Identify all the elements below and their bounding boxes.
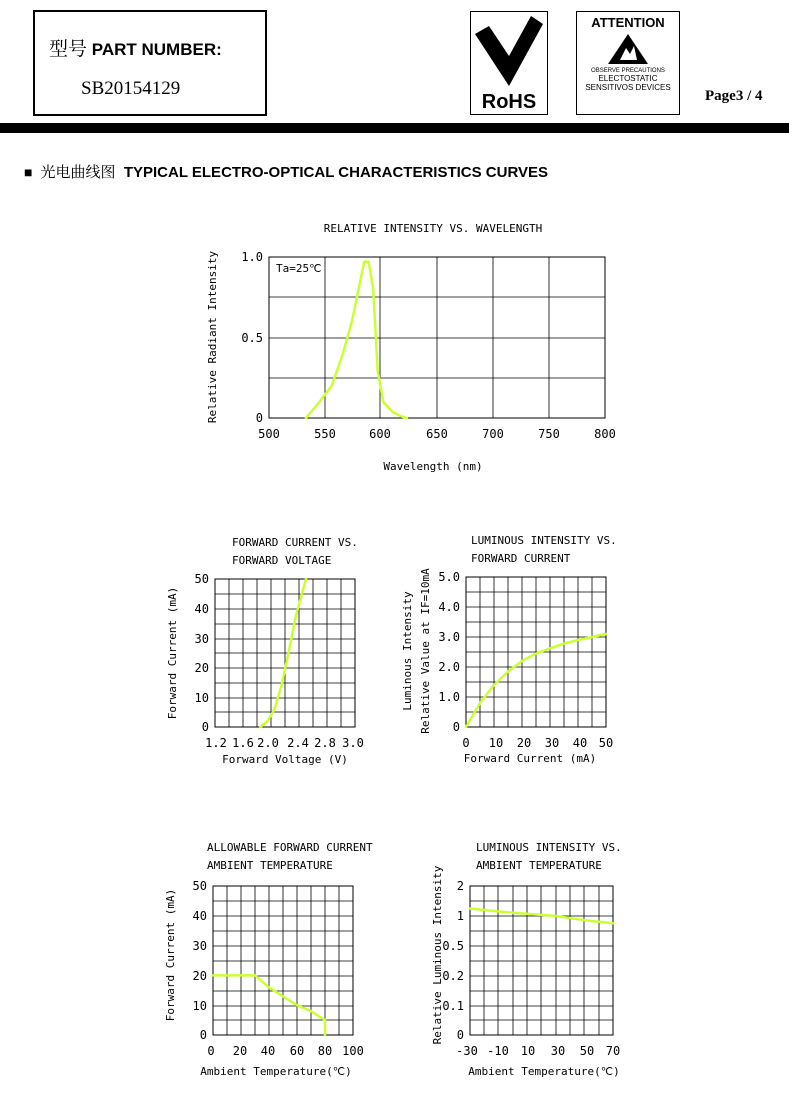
chart-1-annotation: Ta=25℃: [276, 262, 322, 275]
chart-2-x-tick: 2.4: [287, 736, 309, 750]
chart-1-y-label: Relative Radiant Intensity: [206, 250, 219, 424]
part-label-en: PART NUMBER:: [91, 40, 222, 59]
chart-3-x-tick: 10: [488, 736, 504, 750]
chart-3-y-tick: 0: [452, 720, 460, 734]
chart-5-title: AMBIENT TEMPERATURE: [476, 859, 602, 872]
chart-1-x-tick: 500: [258, 427, 280, 441]
chart-3-title: FORWARD CURRENT: [471, 552, 571, 565]
chart-3-y-tick: 1.0: [438, 690, 460, 704]
chart-4-title: ALLOWABLE FORWARD CURRENT: [207, 841, 373, 854]
chart-5-y-tick: 0.1: [442, 999, 464, 1013]
chart-1-x-tick: 650: [426, 427, 448, 441]
chart-2-title: FORWARD VOLTAGE: [232, 554, 332, 567]
page-number: Page3 / 4: [705, 88, 763, 104]
chart-1-x-tick: 600: [369, 427, 391, 441]
chart-3-title: LUMINOUS INTENSITY VS.: [471, 534, 617, 547]
chart-3-x-tick: 20: [516, 736, 532, 750]
chart-3-y-tick: 2.0: [438, 660, 460, 674]
chart-3-y-label: Relative Value at IF=10mA: [419, 568, 432, 734]
chart-2-y-tick: 0: [201, 720, 209, 734]
chart-5-x-label: Ambient Temperature(℃): [468, 1065, 620, 1078]
chart-4-y-tick: 0: [199, 1028, 207, 1042]
chart-2-x-tick: 2.0: [257, 736, 279, 750]
chart-4-y-tick: 20: [192, 969, 207, 983]
chart-4-x-label: Ambient Temperature(℃): [200, 1065, 352, 1078]
chart-1-x-tick: 550: [314, 427, 336, 441]
part-number-value: SB20154129: [81, 78, 181, 99]
rohs-text: RoHS: [481, 91, 537, 113]
chart-5-y-tick: 1: [456, 909, 464, 923]
chart-5-y-tick: 2: [456, 879, 464, 893]
chart-2-x-tick: 1.2: [205, 736, 227, 750]
chart-4-y-tick: 30: [192, 939, 207, 953]
chart-4-y-tick: 10: [192, 999, 207, 1013]
chart-5-x-tick: 30: [550, 1044, 566, 1058]
chart-5-y-label: Relative Luminous Intensity: [431, 865, 444, 1045]
chart-1-title: RELATIVE INTENSITY VS. WAVELENGTH: [323, 222, 543, 235]
chart-3-x-tick: 30: [544, 736, 560, 750]
chart-2-y-tick: 40: [194, 602, 209, 616]
chart-4-x-tick: 0: [207, 1044, 215, 1058]
chart-1-x-tick: 750: [538, 427, 560, 441]
chart-5-frame: [470, 886, 613, 1035]
chart-3-x-tick: 50: [598, 736, 614, 750]
chart-3-y-tick: 3.0: [438, 630, 460, 644]
chart-1-curve: [306, 262, 407, 418]
chart-5-y-tick: 0.2: [442, 969, 464, 983]
chart-4-y-label: Forward Current (mA): [164, 888, 177, 1022]
esd-line1: ELECTOSTATIC: [598, 74, 658, 83]
chart-1-y-tick: 1.0: [241, 250, 263, 264]
chart-3-y-tick: 5.0: [438, 570, 460, 584]
chart-5-y-tick: 0: [456, 1028, 464, 1042]
chart-2-x-tick: 3.0: [342, 736, 364, 750]
chart-3-x-label: Forward Current (mA): [463, 752, 597, 765]
chart-5-title: LUMINOUS INTENSITY VS.: [476, 841, 622, 854]
chart-1-x-tick: 800: [594, 427, 616, 441]
chart-1-x-tick: 700: [482, 427, 504, 441]
section-bullet: ■: [24, 164, 33, 180]
chart-2-y-tick: 20: [194, 661, 209, 675]
chart-5-x-tick: -10: [487, 1044, 509, 1058]
section-title-en: TYPICAL ELECTRO-OPTICAL CHARACTERISTICS CURVES: [123, 164, 549, 181]
chart-4-x-tick: 100: [342, 1044, 364, 1058]
chart-3-y-label: Luminous Intensity: [401, 591, 414, 711]
chart-2-y-label: Forward Current (mA): [166, 586, 179, 720]
chart-5-x-tick: -30: [456, 1044, 478, 1058]
section-title-cn: 光电曲线图: [40, 164, 116, 181]
chart-1-y-tick: 0.5: [241, 331, 263, 345]
chart-2-y-tick: 50: [194, 572, 209, 586]
chart-3-x-tick: 40: [572, 736, 588, 750]
chart-2-x-label: Forward Voltage (V): [222, 753, 348, 766]
chart-4-x-tick: 60: [289, 1044, 305, 1058]
chart-4-title: AMBIENT TEMPERATURE: [207, 859, 333, 872]
chart-2-x-tick: 2.8: [314, 736, 336, 750]
chart-1-x-label: Wavelength (nm): [383, 460, 483, 473]
part-label-cn: 型号: [49, 39, 88, 60]
chart-1-y-tick: 0: [255, 411, 263, 425]
attention-title: ATTENTION: [591, 15, 665, 30]
observe-precautions: OBSERVE PRECAUTIONS: [591, 68, 665, 74]
chart-4-x-tick: 40: [260, 1044, 276, 1058]
esd-line2: SENSITIVOS DEVICES: [585, 83, 671, 92]
chart-4-y-tick: 40: [192, 909, 207, 923]
chart-4-x-tick: 20: [232, 1044, 248, 1058]
chart-4-y-tick: 50: [192, 879, 207, 893]
chart-4-x-tick: 80: [317, 1044, 333, 1058]
chart-2-y-tick: 10: [194, 691, 209, 705]
chart-2-y-tick: 30: [194, 632, 209, 646]
chart-3-x-tick: 0: [462, 736, 470, 750]
chart-2-x-tick: 1.6: [232, 736, 254, 750]
chart-5-x-tick: 50: [579, 1044, 595, 1058]
chart-2-title: FORWARD CURRENT VS.: [232, 536, 358, 549]
chart-5-y-tick: 0.5: [442, 939, 464, 953]
chart-3-y-tick: 4.0: [438, 600, 460, 614]
chart-5-x-tick: 10: [520, 1044, 536, 1058]
chart-5-x-tick: 70: [605, 1044, 621, 1058]
